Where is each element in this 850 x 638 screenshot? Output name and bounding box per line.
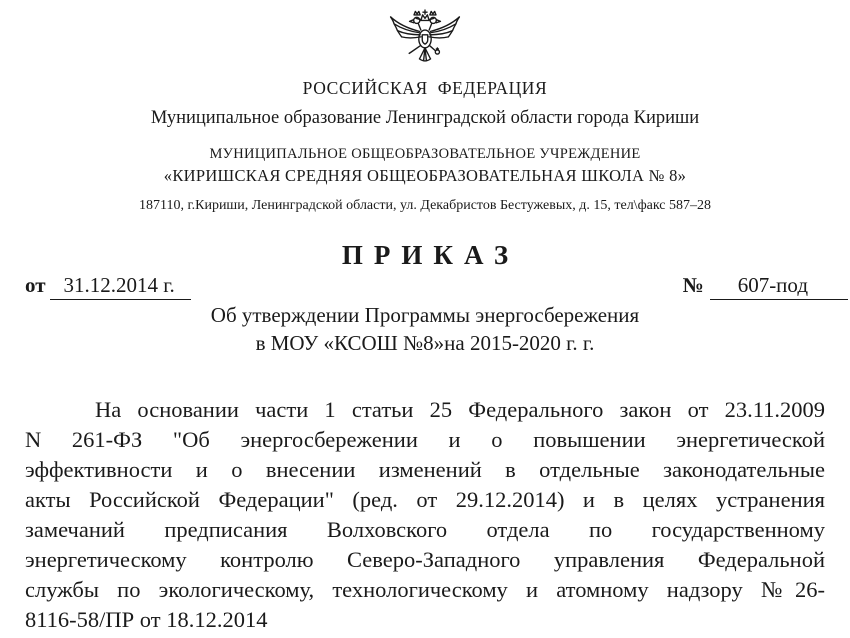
body-line: акты Российской Федерации" (ред. от 29.12.2014) и в целях устранения bbox=[25, 487, 825, 512]
order-title: ПРИКАЗ bbox=[341, 240, 520, 270]
country-name: РОССИЙСКАЯ ФЕДЕРАЦИЯ bbox=[302, 78, 548, 98]
subject-line-1: Об утверждении Программы энергосбережения bbox=[210, 303, 640, 327]
letterhead bbox=[0, 8, 850, 214]
body-line: 8116-58/ПР от 18.12.2014 bbox=[25, 607, 268, 632]
body-line: На основании части 1 статьи 25 Федерального закон от 23.11.2009 bbox=[95, 397, 825, 422]
school-name-line: «КИРИШСКАЯ СРЕДНЯЯ ОБЩЕОБРАЗОВАТЕЛЬНАЯ ШКОЛА № 8» bbox=[163, 166, 687, 185]
body-line: N 261-ФЗ "Об энергосбережении и о повышении энергетической bbox=[25, 427, 825, 452]
subject-line-2: в МОУ «КСОШ №8»на 2015-2020 г. г. bbox=[255, 331, 595, 355]
date-label: от bbox=[25, 273, 46, 297]
order-number bbox=[683, 273, 848, 300]
number-value: 607-под bbox=[710, 273, 848, 300]
order-body-paragraph bbox=[25, 395, 825, 635]
body-line: эффективности и о внесении изменений в отдельные законодательные bbox=[25, 457, 825, 482]
number-label: № bbox=[682, 273, 704, 297]
institution-type-line: МУНИЦИПАЛЬНОЕ ОБЩЕОБРАЗОВАТЕЛЬНОЕ УЧРЕЖДЕНИЕ bbox=[209, 146, 641, 162]
body-line: службы по экологическому, технологическому и атомному надзору №26- bbox=[25, 577, 825, 602]
municipality-line: Муниципальное образование Ленинградской области города Кириши bbox=[150, 108, 700, 128]
order-date bbox=[25, 273, 191, 300]
coat-of-arms-eagle-icon bbox=[0, 8, 850, 74]
date-value: 31.12.2014 г. bbox=[50, 273, 191, 300]
body-line: замечаний предписания Волховского отдела по государственному bbox=[25, 517, 825, 542]
order-subject bbox=[0, 301, 850, 357]
order-meta-row bbox=[25, 273, 848, 300]
body-line: энергетическому контролю Северо-Западного управления Федеральной bbox=[25, 547, 825, 572]
address-line: 187110, г.Кириши, Ленинградской области, ул. Декабристов Бестужевых, д. 15, тел\факс 587–28 bbox=[138, 198, 712, 213]
